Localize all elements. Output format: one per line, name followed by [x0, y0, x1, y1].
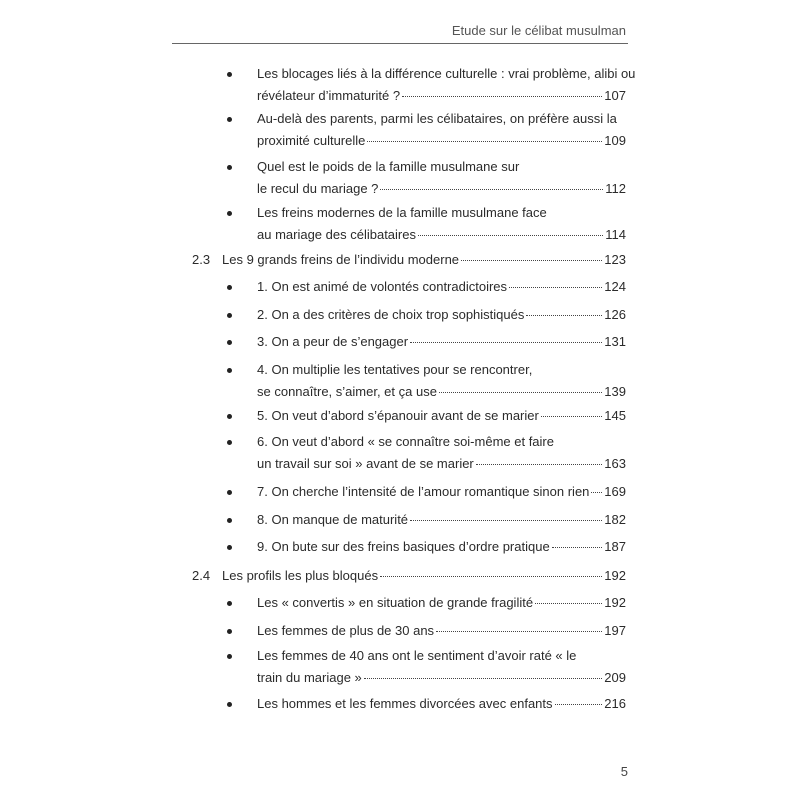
dot-leader	[591, 492, 602, 493]
toc-entry-text: Les « convertis » en situation de grande fragilité	[257, 595, 534, 610]
toc-entry	[227, 202, 626, 246]
toc-entry-text: train du mariage »	[257, 670, 362, 685]
toc-entry	[227, 359, 626, 403]
dot-leader	[436, 631, 602, 632]
dot-leader	[541, 416, 602, 417]
toc-entry	[227, 276, 626, 298]
bullet-icon	[227, 545, 232, 550]
toc-entry-text: 6. On veut d’abord « se connaître soi-même et faire	[257, 434, 554, 449]
dot-leader	[410, 520, 602, 521]
bullet-icon	[227, 490, 232, 495]
toc-entry-text: Au-delà des parents, parmi les célibataires, on préfère aussi la	[257, 111, 617, 126]
toc-section	[192, 565, 626, 587]
toc-entry	[227, 536, 626, 558]
toc-page-number: 182	[604, 512, 626, 527]
toc-entry-text: un travail sur soi » avant de se marier	[257, 456, 474, 471]
toc-entry	[227, 431, 626, 475]
bullet-icon	[227, 601, 232, 606]
dot-leader	[380, 189, 603, 190]
toc-entry-text: au mariage des célibataires	[257, 227, 416, 242]
toc-page-number: 192	[604, 568, 626, 583]
bullet-icon	[227, 165, 232, 170]
running-header: Etude sur le célibat musulman	[451, 23, 626, 38]
toc-page-number: 216	[604, 696, 626, 711]
toc-page-number: 192	[604, 595, 626, 610]
toc-entry-text: Les femmes de plus de 30 ans	[257, 623, 435, 638]
dot-leader	[461, 260, 602, 261]
dot-leader	[402, 96, 602, 97]
dot-leader	[535, 603, 602, 604]
bullet-icon	[227, 518, 232, 523]
dot-leader	[509, 287, 602, 288]
toc-page-number: 139	[604, 384, 626, 399]
bullet-icon	[227, 368, 232, 373]
toc-entry-text: proximité culturelle	[257, 133, 366, 148]
toc-entry-text: 5. On veut d’abord s’épanouir avant de se marier	[257, 408, 539, 423]
toc-section-title: Les 9 grands freins de l’individu moderne	[222, 252, 460, 267]
toc-page-number: 107	[604, 88, 626, 103]
dot-leader	[552, 547, 603, 548]
toc-entry	[227, 693, 626, 715]
toc-entry-text: Les freins modernes de la famille musulmane face	[257, 205, 547, 220]
toc-entry	[227, 304, 626, 326]
toc-entry	[227, 156, 626, 200]
bullet-icon	[227, 340, 232, 345]
section-number: 2.4	[192, 568, 211, 583]
toc-entry	[227, 509, 626, 531]
toc-entry-text: 1. On est animé de volontés contradictoires	[257, 279, 508, 294]
dot-leader	[380, 576, 602, 577]
toc-entry	[227, 592, 626, 614]
bullet-icon	[227, 285, 232, 290]
bullet-icon	[227, 414, 232, 419]
toc-page-number: 109	[604, 133, 626, 148]
dot-leader	[439, 392, 602, 393]
dot-leader	[364, 678, 603, 679]
bullet-icon	[227, 654, 232, 659]
toc-page-number: 123	[604, 252, 626, 267]
toc-page-number: 197	[604, 623, 626, 638]
bullet-icon	[227, 440, 232, 445]
toc-entry-text: Les hommes et les femmes divorcées avec enfants	[257, 696, 553, 711]
dot-leader	[526, 315, 602, 316]
dot-leader	[418, 235, 603, 236]
toc-entry-text: 9. On bute sur des freins basiques d’ordre pratique	[257, 539, 550, 554]
toc-entry	[227, 620, 626, 642]
toc-page-number: 169	[604, 484, 626, 499]
toc-page-number: 163	[604, 456, 626, 471]
toc-page-number: 145	[604, 408, 626, 423]
dot-leader	[476, 464, 603, 465]
section-number: 2.3	[192, 252, 211, 267]
toc-entry	[227, 481, 626, 503]
toc-page-number: 124	[604, 279, 626, 294]
toc-page-number: 187	[604, 539, 626, 554]
bullet-icon	[227, 702, 232, 707]
toc-entry	[227, 63, 636, 107]
toc-entry-text: Les femmes de 40 ans ont le sentiment d’avoir raté « le	[257, 648, 577, 663]
toc-page-number: 131	[604, 334, 626, 349]
toc-entry	[227, 331, 626, 353]
bullet-icon	[227, 313, 232, 318]
bullet-icon	[227, 117, 232, 122]
toc-entry-text: 8. On manque de maturité	[257, 512, 409, 527]
toc-entry-text: 7. On cherche l’intensité de l’amour romantique sinon rien	[257, 484, 590, 499]
page-number: 5	[620, 764, 628, 779]
toc-section-title: Les profils les plus bloqués	[222, 568, 379, 583]
bullet-icon	[227, 211, 232, 216]
toc-page-number: 112	[605, 181, 626, 196]
dot-leader	[555, 704, 603, 705]
toc-entry-text: Les blocages liés à la différence culturelle : vrai problème, alibi ou	[257, 66, 636, 81]
dot-leader	[410, 342, 602, 343]
toc-entry-text: le recul du mariage ?	[257, 181, 379, 196]
toc-entry-text: 4. On multiplie les tentatives pour se rencontrer,	[257, 362, 533, 377]
toc-page-number: 209	[604, 670, 626, 685]
toc-entry	[227, 405, 626, 427]
toc-page-number: 114	[605, 227, 626, 242]
toc-entry-text: 2. On a des critères de choix trop sophistiqués	[257, 307, 525, 322]
toc-entry-text: Quel est le poids de la famille musulmane sur	[257, 159, 520, 174]
dot-leader	[367, 141, 602, 142]
toc-entry-text: 3. On a peur de s’engager	[257, 334, 409, 349]
bullet-icon	[227, 72, 232, 77]
toc-entry-text: révélateur d’immaturité ?	[257, 88, 401, 103]
toc-entry	[227, 108, 626, 152]
bullet-icon	[227, 629, 232, 634]
toc-entry	[227, 645, 626, 689]
toc-entry-text: se connaître, s’aimer, et ça use	[257, 384, 437, 399]
toc-section	[192, 249, 626, 271]
toc-page-number: 126	[604, 307, 626, 322]
